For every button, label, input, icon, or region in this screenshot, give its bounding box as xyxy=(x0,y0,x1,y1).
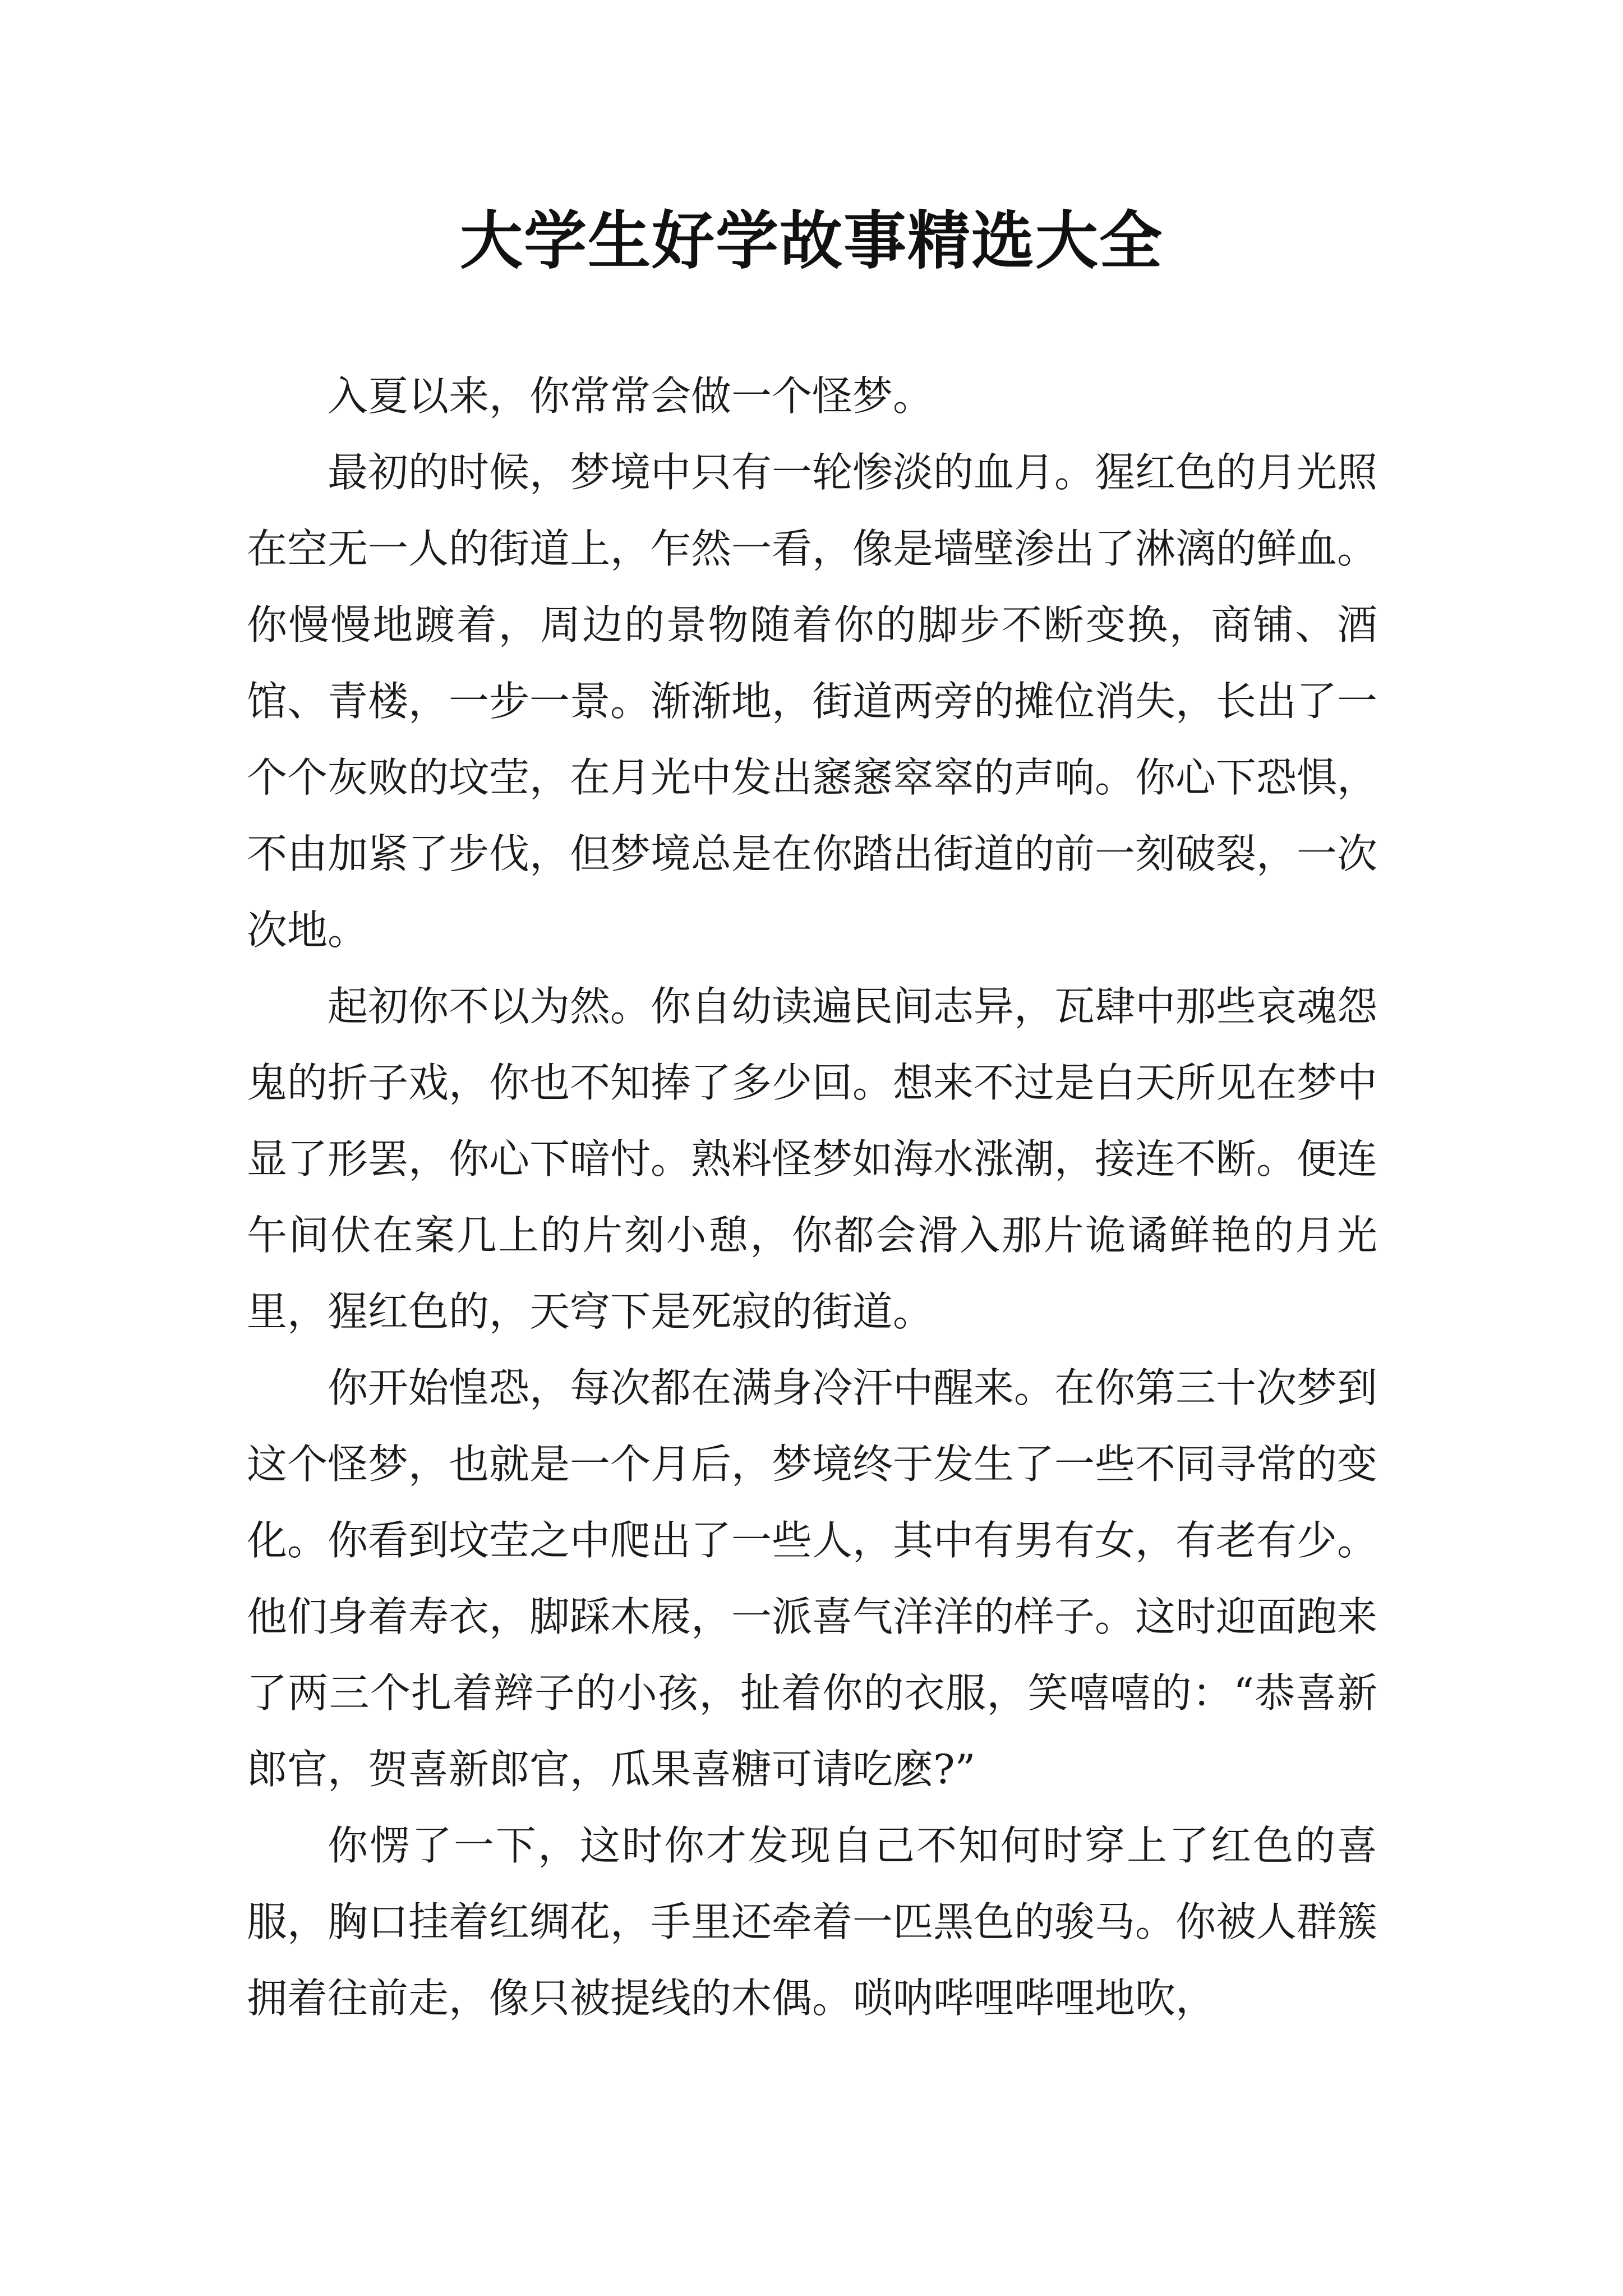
paragraph-2: 最初的时候，梦境中只有一轮惨淡的血月。猩红色的月光照在空无一人的街道上，乍然一看，像是墙壁渗出了淋漓的鲜血。你慢慢地踱着，周边的景物随着你的脚步不断变换，商铺、酒馆、青楼，一步一景。渐渐地，街道两旁的摊位消失，长出了一个个灰败的坟茔，在月光中发出窸窸窣窣的声响。你心下恐惧，不由加紧了步伐，但梦境总是在你踏出街道的前一刻破裂，一次次地。 xyxy=(247,449,1378,954)
document-body xyxy=(247,358,1377,2036)
paragraph-3: 起初你不以为然。你自幼读遍民间志异，瓦肆中那些哀魂怨鬼的折子戏，你也不知捧了多少回。想来不过是白天所见在梦中显了形罢，你心下暗忖。熟料怪梦如海水涨潮，接连不断。便连午间伏在案几上的片刻小憩，你都会滑入那片诡谲鲜艳的月光里，猩红色的，天穹下是死寂的街道。 xyxy=(247,983,1378,1335)
paragraph-4: 你开始惶恐，每次都在满身冷汗中醒来。在你第三十次梦到这个怪梦，也就是一个月后，梦境终于发生了一些不同寻常的变化。你看到坟茔之中爬出了一些人，其中有男有女，有老有少。他们身着寿衣，脚踩木屐，一派喜气洋洋的样子。这时迎面跑来了两三个扎着辫子的小孩，扯着你的衣服，笑嘻嘻的：“恭喜新郎官，贺喜新郎官，瓜果喜糖可请吃麽?” xyxy=(247,1364,1378,1793)
paragraph-1: 入夏以来，你常常会做一个怪梦。 xyxy=(328,372,934,420)
document-title: 大学生好学故事精选大全 xyxy=(460,204,1163,278)
paragraph-5: 你愣了一下，这时你才发现自己不知何时穿上了红色的喜服，胸口挂着红绸花，手里还牵着一匹黑色的骏马。你被人群簇拥着往前走，像只被提线的木偶。唢呐哔哩哔哩地吹， xyxy=(247,1822,1378,2022)
